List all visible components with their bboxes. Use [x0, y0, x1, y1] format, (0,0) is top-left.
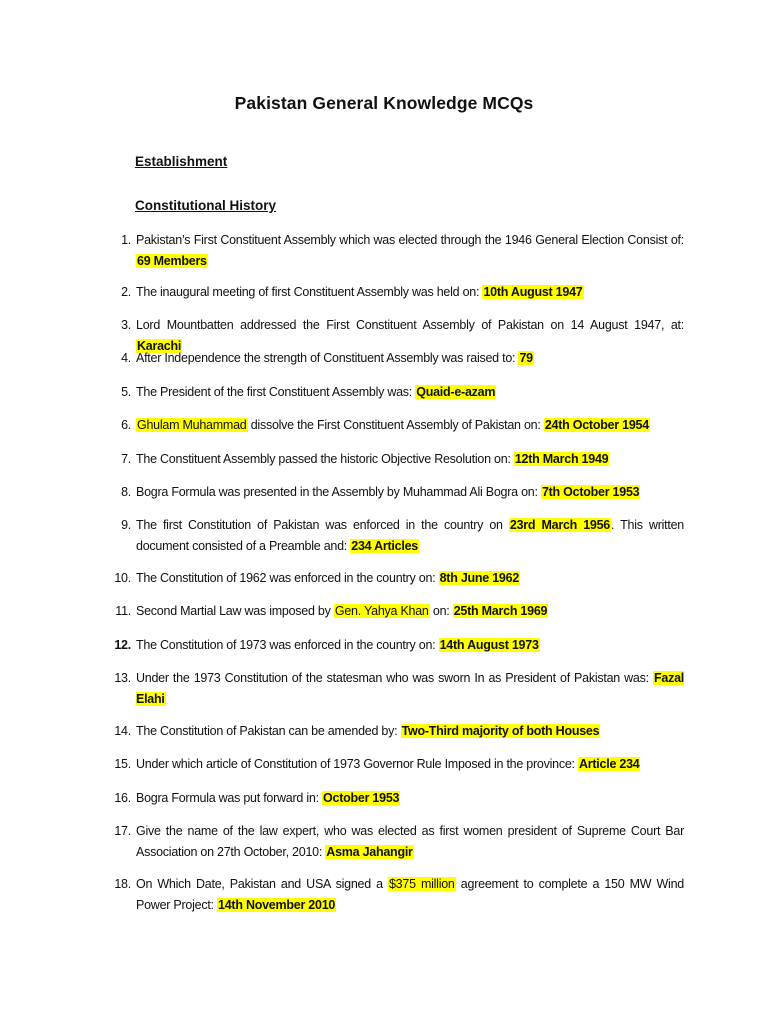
question-stem: Bogra Formula was put forward in: — [136, 791, 323, 805]
question-stem: Under the 1973 Constitution of the statesman who was sworn In as President of Pakistan was: — [136, 671, 653, 685]
answer-highlight: 8th June 1962 — [439, 571, 520, 585]
question-text — [136, 668, 684, 710]
section-heading-establishment: Establishment — [135, 154, 228, 169]
question-text — [136, 230, 684, 272]
question-number: 12. — [114, 638, 131, 652]
question-stem: The inaugural meeting of first Constituent Assembly was held on: — [136, 285, 483, 299]
question-number: 17. — [114, 824, 131, 838]
question-text — [136, 721, 684, 742]
answer-highlight: 23rd March 1956 — [509, 518, 610, 532]
question-number: 9. — [121, 518, 131, 532]
answer-highlight: Fazal Elahi — [136, 671, 684, 706]
question-stem: on: — [429, 604, 453, 618]
question-stem: The Constitution of 1973 was enforced in the country on: — [136, 638, 439, 652]
question-text — [136, 874, 684, 916]
question-text — [136, 482, 684, 503]
answer-highlight: 234 Articles — [351, 539, 418, 553]
question-stem: Lord Mountbatten addressed the First Constituent Assembly of Pakistan on 14 August 1947, at: — [136, 318, 684, 332]
question-text — [136, 821, 684, 863]
answer-highlight: 10th August 1947 — [483, 285, 583, 299]
question-text — [136, 282, 684, 303]
question-stem: dissolve the First Constituent Assembly of Pakistan on: — [247, 418, 544, 432]
answer-highlight: 14th August 1973 — [439, 638, 539, 652]
question-number: 13. — [114, 671, 131, 685]
question-text — [136, 449, 684, 470]
answer-highlight: 12th March 1949 — [514, 452, 609, 466]
question-number: 6. — [121, 418, 131, 432]
answer-highlight: Article 234 — [579, 757, 640, 771]
question-text — [136, 348, 684, 369]
question-number: 18. — [114, 877, 131, 891]
question-number: 14. — [114, 724, 131, 738]
answer-highlight: Quaid-e-azam — [416, 385, 496, 399]
answer-highlight: Asma Jahangir — [326, 845, 413, 859]
question-number: 16. — [114, 791, 131, 805]
question-number: 15. — [114, 757, 131, 771]
question-text — [136, 382, 684, 403]
name-highlight: Ghulam Muhammad — [137, 418, 247, 432]
answer-highlight: 24th October 1954 — [544, 418, 649, 432]
question-stem: Give the name of the law expert, who was elected as first women president of Supreme Court Bar Association on 27th October, 2010: — [136, 824, 684, 859]
section-heading-constitutional-history: Constitutional History — [135, 198, 276, 213]
question-stem: Bogra Formula was presented in the Assembly by Muhammad Ali Bogra on: — [136, 485, 541, 499]
answer-highlight: October 1953 — [323, 791, 400, 805]
question-text — [136, 415, 684, 436]
answer-highlight: 7th October 1953 — [541, 485, 640, 499]
question-number: 4. — [121, 351, 131, 365]
amount-highlight: $375 million — [388, 877, 455, 891]
question-text — [136, 568, 684, 589]
question-stem: The Constitution of Pakistan can be amended by: — [136, 724, 401, 738]
answer-highlight: 69 Members — [137, 254, 207, 268]
question-text — [136, 601, 684, 622]
question-stem: The first Constitution of Pakistan was enforced in the country on — [136, 518, 509, 532]
question-stem: The President of the first Constituent Assembly was: — [136, 385, 416, 399]
question-stem: The Constitution of 1962 was enforced in the country on: — [136, 571, 439, 585]
answer-highlight: 14th November 2010 — [218, 898, 336, 912]
question-number: 8. — [121, 485, 131, 499]
question-number: 1. — [121, 233, 131, 247]
question-number: 3. — [121, 318, 131, 332]
question-text — [136, 754, 684, 775]
question-number: 10. — [114, 571, 131, 585]
name-highlight: Gen. Yahya Khan — [334, 604, 429, 618]
question-stem: After Independence the strength of Constituent Assembly was raised to: — [136, 351, 519, 365]
answer-highlight: Karachi — [137, 339, 182, 353]
question-number: 11. — [115, 604, 131, 618]
question-stem: On Which Date, Pakistan and USA signed a — [136, 877, 388, 891]
question-number: 2. — [121, 285, 131, 299]
question-text — [136, 515, 684, 557]
question-stem: Second Martial Law was imposed by — [136, 604, 334, 618]
question-text — [136, 788, 684, 809]
page-title: Pakistan General Knowledge MCQs — [234, 93, 534, 113]
question-stem: Pakistan’s First Constituent Assembly which was elected through the 1946 General Election Consist of: — [136, 233, 684, 247]
answer-highlight: 79 — [519, 351, 533, 365]
answer-highlight: Two-Third majority of both Houses — [401, 724, 600, 738]
question-stem: . This written document consisted of a Preamble and: — [136, 518, 684, 553]
question-text — [136, 635, 684, 656]
question-stem: Under which article of Constitution of 1973 Governor Rule Imposed in the province: — [136, 757, 578, 771]
question-number: 5. — [121, 385, 131, 399]
question-number: 7. — [121, 452, 131, 466]
question-stem: agreement to complete a 150 MW Wind Power Project: — [136, 877, 684, 912]
answer-highlight: 25th March 1969 — [453, 604, 548, 618]
question-stem: The Constituent Assembly passed the historic Objective Resolution on: — [136, 452, 514, 466]
